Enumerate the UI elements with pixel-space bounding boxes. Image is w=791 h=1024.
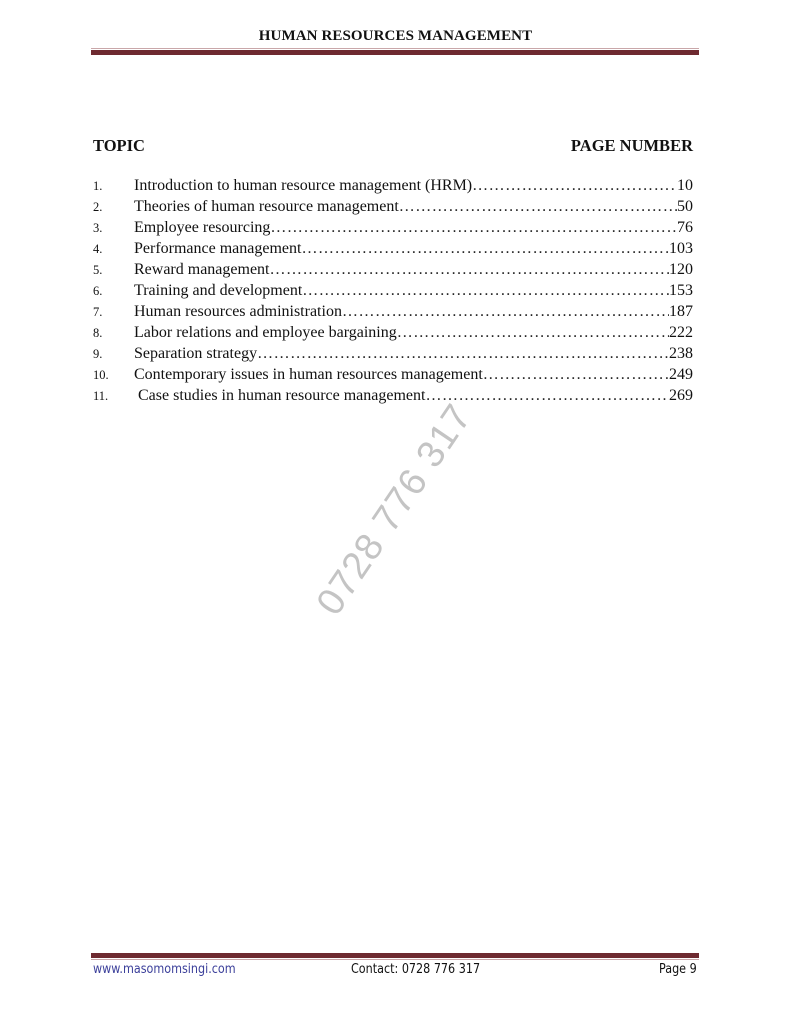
toc-item-page: 10 bbox=[677, 177, 693, 194]
page-header-title: HUMAN RESOURCES MANAGEMENT bbox=[258, 28, 533, 44]
toc-item-title: Reward management bbox=[134, 261, 270, 278]
header-rule-thick bbox=[91, 50, 699, 55]
toc-item-title: Contemporary issues in human resources management bbox=[134, 366, 483, 383]
toc-item-page: 50 bbox=[677, 198, 693, 215]
toc-leader-dots bbox=[472, 175, 677, 196]
toc-item-number: 5. bbox=[93, 263, 103, 277]
toc-item-number: 1. bbox=[93, 179, 103, 193]
page-footer bbox=[93, 962, 697, 980]
toc-item-title: Labor relations and employee bargaining bbox=[134, 324, 397, 341]
toc-item[interactable] bbox=[93, 280, 693, 301]
toc-item-number: 9. bbox=[93, 347, 103, 361]
toc-leader-dots bbox=[301, 238, 669, 259]
page-number: Page 9 bbox=[658, 962, 697, 977]
toc-item[interactable] bbox=[93, 238, 693, 259]
toc-leader-dots bbox=[425, 385, 669, 406]
toc-item-page: 238 bbox=[669, 345, 693, 362]
toc-item-number: 3. bbox=[93, 221, 103, 235]
toc-item-title: Performance management bbox=[134, 240, 302, 257]
toc-item-page: 249 bbox=[669, 366, 693, 383]
toc-item-page: 153 bbox=[669, 282, 693, 299]
toc-leader-dots bbox=[397, 322, 669, 343]
footer-contact: Contact: 0728 776 317 bbox=[351, 962, 481, 977]
toc-item-number: 8. bbox=[93, 326, 103, 340]
footer-rule-thick bbox=[91, 953, 699, 958]
toc-item-page: 269 bbox=[669, 387, 693, 404]
toc-item[interactable] bbox=[93, 175, 693, 196]
toc-item[interactable] bbox=[93, 343, 693, 364]
toc-topic-heading: TOPIC bbox=[93, 136, 145, 155]
toc-item[interactable] bbox=[93, 217, 693, 238]
toc-item[interactable] bbox=[93, 259, 693, 280]
toc-item-title: Training and development bbox=[134, 282, 303, 299]
toc-item-title: Case studies in human resource management bbox=[134, 387, 426, 404]
toc-leader-dots bbox=[302, 280, 669, 301]
toc-item-number: 4. bbox=[93, 242, 103, 256]
toc-item-number: 10. bbox=[93, 368, 109, 382]
toc-item-title: Human resources administration bbox=[134, 303, 342, 320]
toc-item-number: 6. bbox=[93, 284, 103, 298]
toc-item[interactable] bbox=[93, 385, 693, 406]
toc-leader-dots bbox=[270, 217, 677, 238]
toc-item-page: 187 bbox=[669, 303, 693, 320]
toc-leader-dots bbox=[342, 301, 669, 322]
toc-item-title: Introduction to human resource management (HRM) bbox=[134, 177, 473, 194]
toc-leader-dots bbox=[399, 196, 677, 217]
toc-item-page: 76 bbox=[677, 219, 693, 236]
toc-item-number: 7. bbox=[93, 305, 103, 319]
toc-item-title: Separation strategy bbox=[134, 345, 258, 362]
toc-item[interactable] bbox=[93, 196, 693, 217]
toc-item[interactable] bbox=[93, 322, 693, 343]
header-rule-thin bbox=[91, 48, 699, 49]
toc-item-number: 11. bbox=[93, 389, 109, 403]
toc-item-number: 2. bbox=[93, 200, 103, 214]
toc-leader-dots bbox=[270, 259, 670, 280]
toc-page-number-heading: PAGE NUMBER bbox=[570, 136, 693, 155]
toc-item-title: Employee resourcing bbox=[134, 219, 271, 236]
footer-rule-thin bbox=[91, 959, 699, 960]
toc-item-page: 103 bbox=[669, 240, 693, 257]
toc-item[interactable] bbox=[93, 364, 693, 385]
website-link[interactable]: www.masomomsingi.com bbox=[93, 962, 236, 977]
toc-item-page: 120 bbox=[669, 261, 693, 278]
toc-item-page: 222 bbox=[669, 324, 693, 341]
toc-item[interactable] bbox=[93, 301, 693, 322]
toc-item-title: Theories of human resource management bbox=[134, 198, 399, 215]
toc-leader-dots bbox=[483, 364, 669, 385]
table-of-contents bbox=[93, 175, 693, 406]
phone-watermark: 0728 776 317 bbox=[308, 396, 481, 623]
toc-leader-dots bbox=[257, 343, 669, 364]
